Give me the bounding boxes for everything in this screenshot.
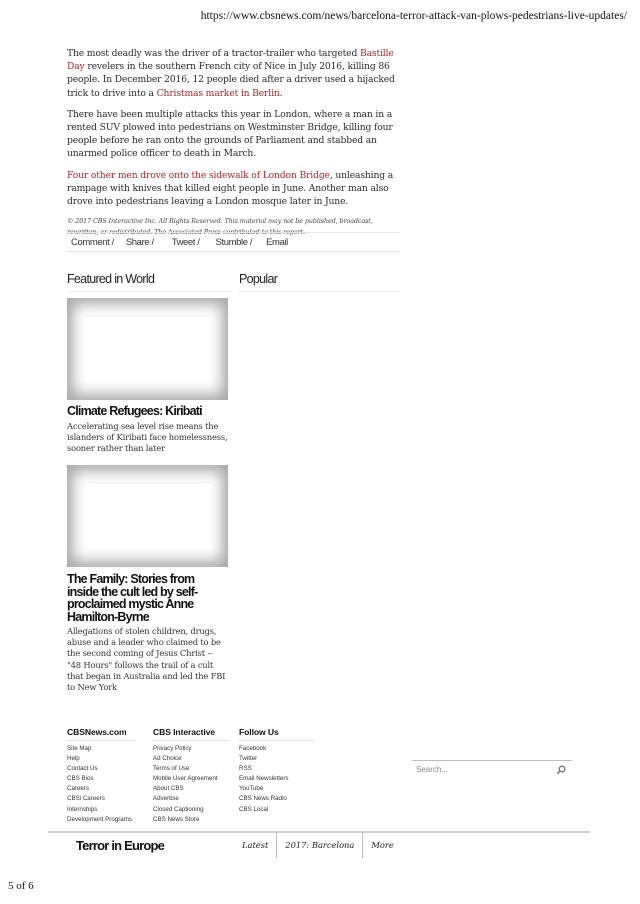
stumble-button[interactable]: Stumble / [215,236,253,248]
footer-column-cbs-interactive [153,727,229,825]
footer-link[interactable]: Contact Us [67,765,98,773]
footer-link[interactable]: Development Programs [67,815,132,823]
footer-link[interactable]: Email Newsletters [239,775,289,783]
paragraph-text: . [279,87,283,99]
christmas-market-link[interactable]: Christmas market in Berlin [156,87,280,99]
article-paragraph [67,108,400,161]
footer-link[interactable]: CBS Local [239,805,269,813]
footer-link[interactable]: Ad Choice [153,755,182,763]
footer-link[interactable]: Site Map [67,745,92,752]
copyright-notice: © 2017 CBS Interactive Inc. All Rights Reserved. This material may not be published, broadcast, rewritten, or redistributed. The Associated Press contributed to this report. [67,217,373,236]
footer-link[interactable]: Terms of Use [153,765,190,773]
footer-link[interactable]: CBS News Store [153,815,200,823]
topic-title[interactable]: Terror in Europe [76,837,165,853]
search-icon[interactable] [556,765,566,775]
footer-link[interactable]: CBS News Radio [239,795,287,803]
card-thumbnail[interactable] [67,298,228,400]
article-paragraph [67,47,400,100]
footer-link[interactable]: Careers [67,785,90,793]
footer-heading: CBSNews.com [67,727,135,741]
featured-card[interactable] [67,465,228,693]
footer-link[interactable]: Twitter [239,755,258,763]
card-summary: Allegations of stolen children, drugs, abuse and a leader who claimed to be the second coming of Jesus Christ -- "48 Hours" follows the trail of a cult that began in Australia and led the FBI to New York [67,626,226,693]
footer-link[interactable]: Internships [67,805,98,813]
footer-link[interactable]: Privacy Policy [153,745,192,752]
article-body [67,47,400,237]
share-bar [67,232,400,252]
paragraph-text: There have been multiple attacks this year in London, where a man in a rented SUV plowed into pedestrians on Westminster Bridge, killing four people before he ran onto the grounds of Parliament and stabbed an unarmed police officer to death in March. [67,108,393,160]
footer-link[interactable]: Help [67,755,80,763]
popular-heading: Popular [239,272,400,292]
london-bridge-link[interactable]: Four other men drove onto the sidewalk of London Bridge [67,169,330,181]
footer-heading: CBS Interactive [153,727,229,741]
tweet-button[interactable]: Tweet / [171,236,200,248]
search-input[interactable] [412,760,572,778]
paragraph-text: The most deadly was the driver of a tractor-trailer who targeted [67,48,360,59]
card-summary: Accelerating sea level rise means the islanders of Kiribati face homelessness, sooner rather than later [67,420,228,453]
page-indicator: 5 of 6 [8,880,34,892]
comment-button[interactable]: Comment / [71,236,114,248]
featured-card[interactable] [67,298,228,454]
share-button[interactable]: Share / [125,236,154,248]
topic-nav-more[interactable]: More [371,840,394,850]
footer-column-cbsnews [67,727,135,825]
paragraph-text: revelers in the southern French city of Nice in July 2016, killing 86 people. In December 2016, 12 people died after a driver used a hijacked trick to drive into a [67,61,395,99]
footer-link[interactable]: Facebook [239,745,267,752]
footer-link[interactable]: CBSi Careers [67,795,105,803]
paragraph-text: , unleashing a rampage with knives that killed eight people in June. Another man also drove into pedestrians leaving a London mosque later in June. [67,169,394,208]
search-placeholder: Search... [416,765,449,774]
topic-nav-barcelona[interactable]: 2017: Barcelona [277,832,363,858]
topic-nav-latest[interactable]: Latest [234,832,277,858]
footer-link[interactable]: Advertise [153,795,179,803]
featured-in-world-heading: Featured in World [67,272,232,292]
card-title[interactable]: Climate Refugees: Kiribati [67,404,202,418]
card-thumbnail[interactable] [67,465,228,567]
bastille-day-link[interactable]: Bastille Day [67,48,394,73]
footer-link[interactable]: About CBS [153,785,184,793]
footer-link[interactable]: RSS [239,765,252,773]
topic-bar [48,831,590,857]
article-paragraph [67,169,400,209]
footer-link[interactable]: CBS Bios [67,775,94,783]
card-title[interactable]: The Family: Stories from inside the cult led by self-proclaimed mystic Anne Hamilton-Byrne [67,572,198,624]
page-url: https://www.cbsnews.com/news/barcelona-terror-attack-van-plows-pedestrians-live-updates/ [200,10,627,22]
email-button[interactable]: Email [266,236,288,248]
footer-column-follow-us [239,727,315,815]
footer-heading: Follow Us [239,727,315,741]
footer-link[interactable]: Mobile User Agreement [153,775,218,783]
footer-link[interactable]: Closed Captioning [153,805,204,813]
footer-link[interactable]: YouTube [239,785,264,793]
